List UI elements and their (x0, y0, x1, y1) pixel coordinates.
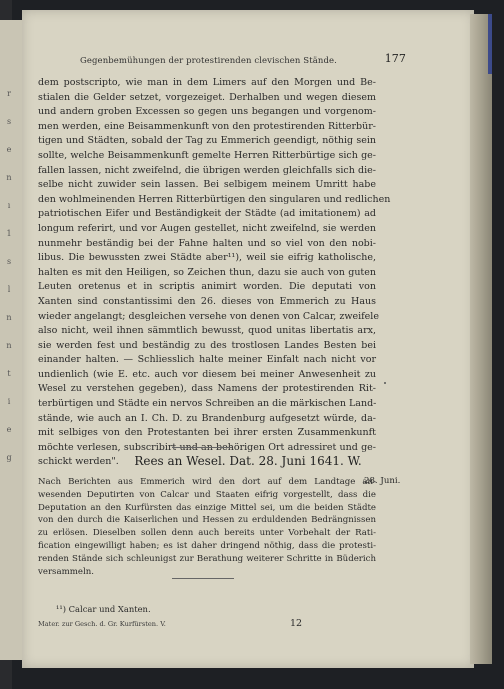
text-line: Xanten sind constantissimi den 26. dieses von Emmerich zu Haus (38, 295, 376, 307)
gutter-letter: i (7, 397, 11, 406)
text-line: stände, wie auch an I. Ch. D. zu Brandenburg aufgesetzt würde, da- (38, 412, 376, 424)
footer-signature: 12 (290, 618, 303, 629)
text-line: Leuten oretenus et in scriptis animirt worden. Die deputati von (38, 281, 376, 293)
margin-date-note: 28. Juni. (364, 476, 401, 486)
section-rule-bottom (172, 578, 234, 579)
text-line: undienlich (wie E. etc. auch vor diesem bei meiner Anwesenheit zu (38, 368, 376, 380)
text-line: Nach Berichten aus Emmerich wird den dort auf dem Landtage an- (38, 477, 376, 487)
gutter-letter: e (6, 145, 12, 154)
text-line: also nicht, weil ihnen sämmtlich bewusst, quod unitas libertatis arx, (38, 325, 376, 337)
text-line: selbe nicht zuwider sein lassen. Bei selbigem meinem Umritt habe (38, 179, 376, 191)
text-line: longum referirt, und vor Augen gestellet, nicht zweifelnd, sie werden (38, 222, 376, 234)
gutter-letter: ı (7, 201, 11, 210)
text-line: tigen und Städten, sobald der Tag zu Emmerich geendigt, nöthig sein (38, 135, 376, 147)
gutter-letter: e (6, 425, 12, 434)
text-line: von den durch die Kaiserlichen und Hessen zu erduldenden Bedrängnissen (38, 515, 376, 526)
running-title: Gegenbemühungen der protestirenden clevischen Stände. (80, 56, 337, 66)
text-line: wieder angelangt; desgleichen versehe von denen von Calcar, zweifele (38, 310, 379, 322)
speck (384, 382, 386, 384)
gutter-letter: t (7, 369, 11, 378)
page-number: 177 (384, 52, 406, 65)
gutter-letter: s (6, 117, 12, 126)
gutter-letter: n (6, 341, 12, 350)
section-title: Rees an Wesel. Dat. 28. Juni 1641. W. (134, 454, 362, 468)
text-line: libus. Die bewussten zwei Städte aber¹¹), weil sie eifrig katholische, (38, 252, 376, 264)
text-line: mit selbiges von den Protestanten bei ihrer ersten Zusammenkunft (38, 427, 376, 439)
previous-page-gutter-letters (4, 80, 14, 472)
text-line: stialen die Gelder setzet, vorgezeiget. Derhalben und wegen diesem (38, 91, 376, 103)
gutter-letter: 1 (6, 229, 12, 238)
text-line: patriotischen Eifer und Beständigkeit der Städte (ad imitationem) ad (38, 208, 376, 220)
gutter-letter: s (6, 257, 12, 266)
footer-source: Mater. zur Gesch. d. Gr. Kurfürsten. V. (38, 620, 166, 628)
footnote: ¹¹) Calcar und Xanten. (56, 604, 151, 614)
text-line: sie werden fest und beständig zu des trostlosen Landes Besten bei (38, 339, 376, 351)
text-line: einander halten. — Schliesslich halte meiner Einfalt nach nicht vor (38, 354, 376, 366)
text-line: nunmehr beständig bei der Fahne halten und so viel von den nobi- (38, 237, 376, 249)
text-line: den wohlmeinenden Herren Ritterbürtigen den singularen und redlichen (38, 193, 391, 205)
text-line: zu erlösen. Dieselben sollen denn auch bereits unter Vorbehalt der Rati- (38, 528, 376, 539)
page-edge-stack (470, 14, 492, 664)
section-rule-top (172, 447, 232, 448)
text-line: und andern groben Excessen so gegen uns begangen und vorgenom- (38, 106, 376, 118)
text-line: fication eingewilligt haben; es ist daher dringend nöthig, dass die protesti- (38, 540, 376, 551)
text-line: dem postscripto, wie man in dem Limers auf den Morgen und Be- (38, 77, 376, 88)
text-line: Wesel zu verstehen gegeben), dass Namens der protestirenden Rit- (38, 383, 376, 395)
text-line: halten es mit den Heiligen, so Zeichen thun, dazu sie auch von guten (38, 266, 376, 278)
gutter-letter: n (6, 313, 12, 322)
text-line: terbürtigen und Städte ein nervos Schreiben an die märkischen Land- (38, 398, 377, 410)
text-line: möchte verlesen, subscribirt und an behörigen Ort adressiret und ge- (38, 441, 376, 453)
summary-text (38, 476, 376, 578)
text-line: men werden, eine Beisammenkunft von den protestirenden Ritterbür- (38, 120, 376, 132)
text-line: renden Stände sich schleunigst zur Berathung weiterer Schritte in Büderich (38, 553, 376, 564)
gutter-letter: l (7, 285, 11, 294)
main-text (38, 76, 391, 470)
gutter-letter: g (6, 453, 12, 462)
text-line: Deputation an den Kurfürsten das einzige Mittel sei, um die beiden Städte (38, 502, 376, 513)
text-line: sollte, welche Beisammenkunft gemelte Herren Ritterbürtige sich ge- (38, 149, 376, 161)
text-line: versammeln. (38, 566, 94, 577)
text-line: fallen lassen, nicht zweifelnd, die übrigen werden gleichfalls sich die- (38, 164, 376, 176)
book-page (22, 10, 474, 668)
gutter-letter: n (6, 173, 12, 182)
gutter-letter: r (7, 89, 11, 98)
bookmark-ribbon (488, 14, 492, 74)
text-line: wesenden Deputirten von Calcar und Staaten eifrig vorgestellt, dass die (38, 489, 376, 500)
text-line: schickt werden". (38, 456, 119, 468)
previous-page-strip (0, 20, 24, 660)
